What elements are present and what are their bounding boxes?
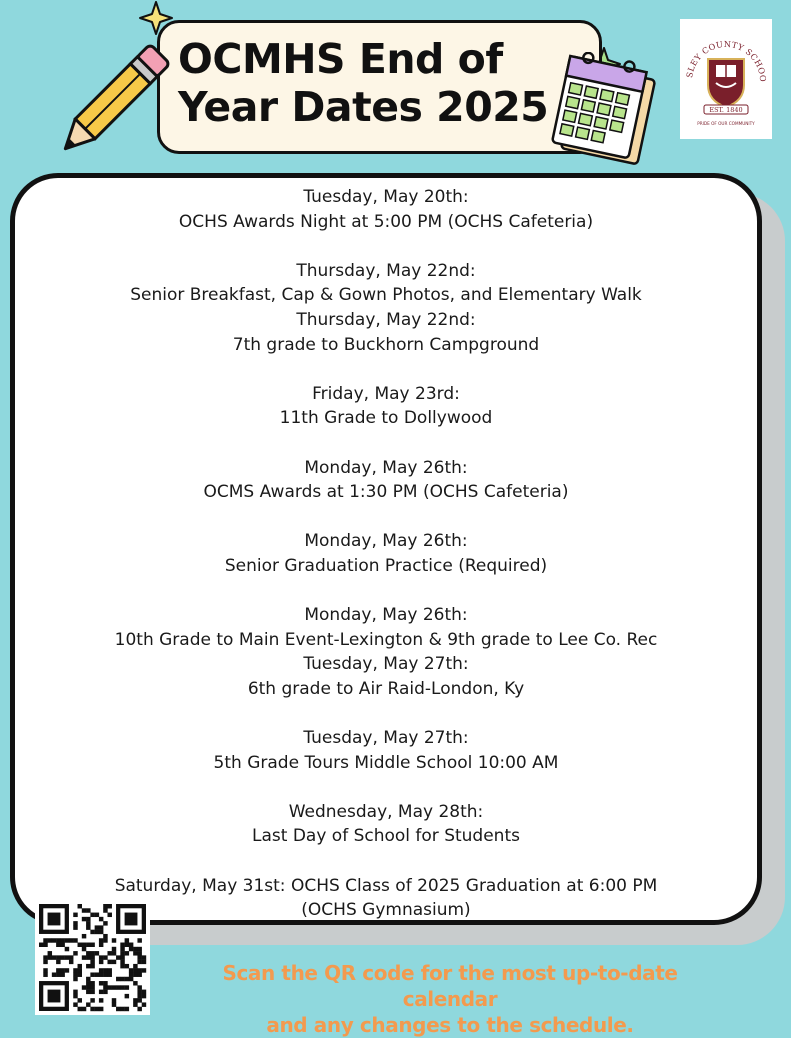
- event-date: Tuesday, May 27th:: [303, 654, 469, 675]
- event-date: Thursday, May 22nd:: [296, 309, 476, 330]
- schedule-card: [10, 173, 762, 925]
- event-item: [15, 529, 757, 578]
- title-line-1: OCMHS End of: [178, 35, 503, 83]
- event-description: Senior Breakfast, Cap & Gown Photos, and Elementary Walk: [130, 285, 642, 306]
- event-item: [15, 603, 757, 652]
- event-date: Tuesday, May 27th:: [303, 728, 469, 749]
- event-item: [15, 308, 757, 357]
- event-description: 11th Grade to Dollywood: [279, 408, 493, 429]
- calendar-icon: [548, 52, 658, 167]
- event-date: Monday, May 26th:: [304, 531, 468, 552]
- page-title: [178, 35, 548, 131]
- scan-line-1: Scan the QR code for the most up-to-date calendar: [222, 961, 678, 1011]
- event-item: [15, 800, 757, 849]
- event-item: [15, 185, 757, 234]
- event-description: 10th Grade to Main Event-Lexington & 9th grade to Lee Co. Rec: [114, 629, 658, 650]
- qr-code[interactable]: [35, 900, 150, 1015]
- event-item: [15, 259, 757, 308]
- event-date: Friday, May 23rd:: [312, 383, 460, 404]
- logo-seal: [680, 19, 772, 139]
- logo-est: EST. 1840: [709, 106, 743, 114]
- event-item: [15, 456, 757, 505]
- event-item: [15, 382, 757, 431]
- event-date: Monday, May 26th:: [304, 605, 468, 626]
- event-description: OCHS Class of 2025 Graduation at 6:00 PM (OCHS Gymnasium): [290, 875, 658, 921]
- event-item: [15, 726, 757, 775]
- event-description: OCMS Awards at 1:30 PM (OCHS Cafeteria): [203, 482, 569, 503]
- event-description: 6th grade to Air Raid-London, Ky: [247, 678, 525, 699]
- event-description: Last Day of School for Students: [252, 826, 520, 847]
- title-line-2: Year Dates 2025: [178, 83, 549, 131]
- logo-motto: PRIDE OF OUR COMMUNITY: [697, 121, 755, 126]
- qr-code-image[interactable]: [35, 900, 150, 1015]
- event-date: Wednesday, May 28th:: [288, 801, 484, 822]
- event-date: Monday, May 26th:: [304, 457, 468, 478]
- event-list: [15, 185, 757, 923]
- event-date: Thursday, May 22nd:: [296, 260, 476, 281]
- logo-arc-text: SLEY COUNTY SCHOO: [684, 38, 769, 83]
- scan-message: [180, 960, 720, 1038]
- event-date: Saturday, May 31st:: [114, 875, 286, 896]
- pencil-icon: [52, 40, 172, 165]
- event-date: Tuesday, May 20th:: [303, 187, 469, 207]
- event-description: Senior Graduation Practice (Required): [224, 555, 548, 576]
- school-logo: [680, 19, 772, 139]
- scan-line-2: and any changes to the schedule.: [266, 1013, 634, 1037]
- event-description: 7th grade to Buckhorn Campground: [232, 334, 540, 355]
- title-banner: [157, 20, 602, 154]
- event-description: 5th Grade Tours Middle School 10:00 AM: [213, 752, 559, 773]
- event-description: OCHS Awards Night at 5:00 PM (OCHS Cafeteria): [178, 211, 594, 232]
- event-item: [15, 652, 757, 701]
